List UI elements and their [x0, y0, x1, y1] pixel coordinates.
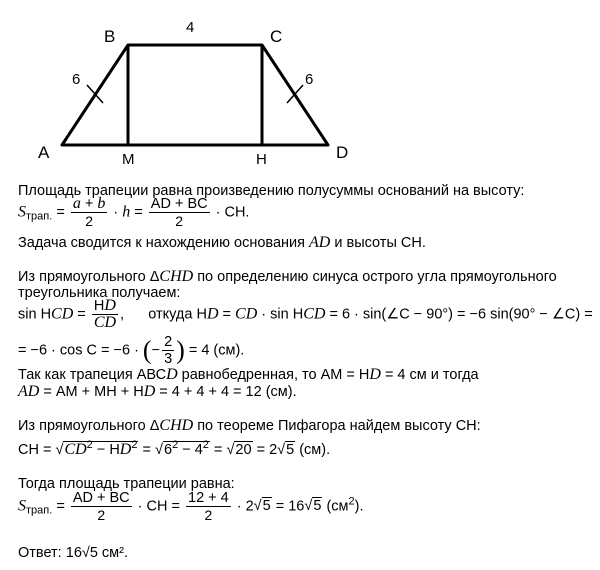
edge-cd-label: 6	[305, 71, 314, 88]
edge-ab-label: 6	[72, 71, 81, 88]
solution-line-5: треугольника получаем:	[18, 285, 181, 301]
vertex-c-label: C	[270, 27, 283, 46]
trapezoid-abcd	[62, 45, 328, 145]
solution-line-1: Площадь трапеции равна произведению полусуммы оснований на высоту:	[18, 183, 525, 199]
vertex-h-label: H	[256, 151, 267, 168]
vertex-m-label: M	[122, 151, 135, 168]
answer-label: Ответ:	[18, 545, 62, 561]
answer-value: 16√5 см².	[65, 545, 129, 561]
vertex-a-label: A	[38, 143, 50, 162]
sine-formula: sin HCD = $\frac{HD}{CD}$ , откуда HD = CD · sin HCD = 6 · sin(∠C − 90°) = −6 sin(90° − ∠C) =	[18, 297, 593, 331]
cosine-formula: = −6 · cos C = −6 · (− $\frac{2}{3}$ ) = 4 (см).	[18, 334, 245, 367]
pythagoras-formula: СН = $√CD^2 - HD^2 = √6^2 - 4^2 = √20 = 2√5$ (см).	[18, 439, 331, 458]
vertex-d-label: D	[336, 143, 349, 162]
solution-line-12: Тогда площадь трапеции равна:	[18, 476, 235, 492]
vertex-b-label: B	[104, 27, 116, 46]
solution-line-4: Из прямоугольного ΔCHD по определению синуса острого угла прямоугольного	[18, 268, 557, 285]
answer-line	[18, 544, 128, 562]
area-formula: $S_{трап.}$ = $\frac{a + b}{2}$ · h = $\frac{AD + BC}{2}$ · СН.	[18, 195, 250, 229]
solution-line-8: Так как трапеция АВСD равнобедренная, то АМ = НD = 4 см и тогда	[18, 366, 479, 383]
trapezoid-figure	[0, 0, 600, 180]
solution-line-3: Задача сводится к нахождению основания AD и высоты СН.	[18, 234, 426, 251]
edge-bc-label: 4	[186, 19, 195, 36]
final-area-formula: $S_{трап.}$ = $\frac{AD + BC}{2}$ · СН = $\frac{12 + 4}{2}$ · 2√5 = 16√5 $(см^2)$.	[18, 490, 364, 523]
solution-line-10: Из прямоугольного ΔCHD по теореме Пифагора найдем высоту СН:	[18, 417, 481, 434]
solution-line-9: AD = АМ + МН + НD = 4 + 4 + 4 = 12 (см).	[18, 383, 297, 400]
